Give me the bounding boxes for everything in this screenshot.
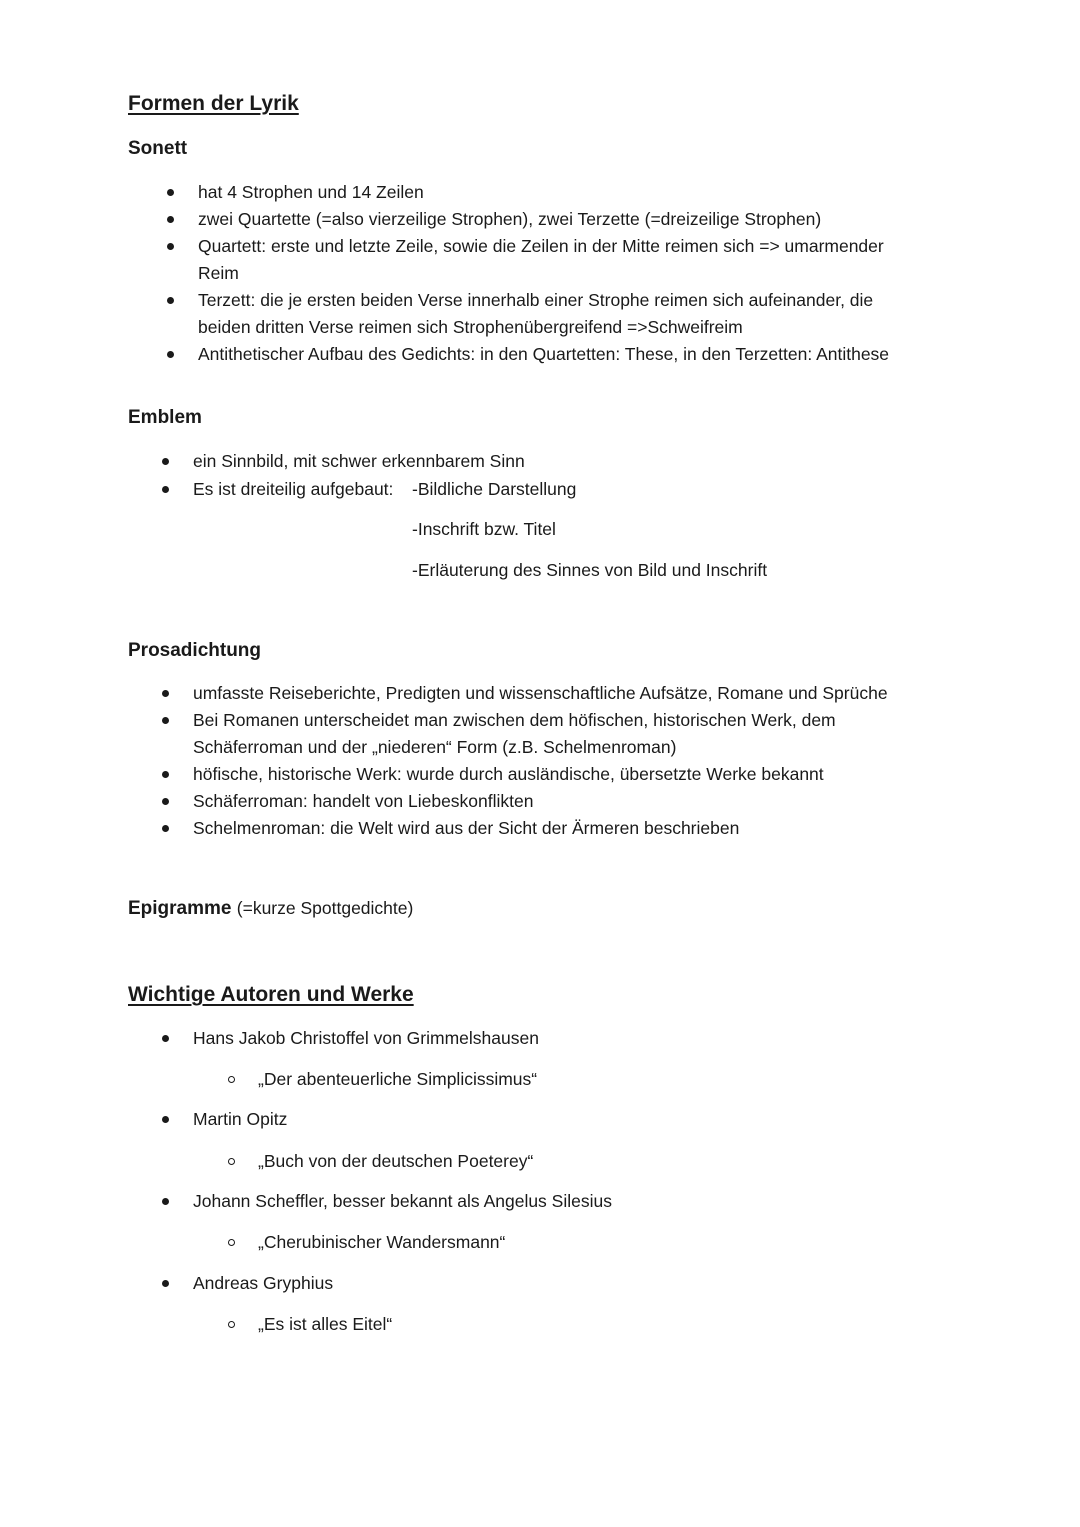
- list-item: Schelmenroman: die Welt wird aus der Sicht der Ärmeren beschrieben: [193, 818, 740, 838]
- section-heading-autoren: Wichtige Autoren und Werke: [128, 983, 414, 1006]
- list-item-continuation: beiden dritten Verse reimen sich Strophenübergreifend =>Schweifreim: [198, 317, 743, 337]
- list-item: ein Sinnbild, mit schwer erkennbarem Sinn: [193, 451, 525, 471]
- section-heading-emblem: Emblem: [128, 407, 202, 428]
- circle-bullet-icon: [228, 1321, 235, 1328]
- list-item-continuation: Reim: [198, 263, 239, 283]
- list-item: Quartett: erste und letzte Zeile, sowie die Zeilen in der Mitte reimen sich => umarmender: [198, 236, 884, 256]
- list-item-continuation: Schäferroman und der „niederen“ Form (z.B. Schelmenroman): [193, 737, 677, 757]
- page-title: Formen der Lyrik: [128, 92, 299, 115]
- epigramme-title: Epigramme: [128, 898, 232, 919]
- bullet-icon: [162, 1280, 169, 1287]
- bullet-icon: [167, 243, 174, 250]
- section-heading-sonett: Sonett: [128, 138, 188, 159]
- author-name: Hans Jakob Christoffel von Grimmelshausen: [193, 1028, 539, 1048]
- author-work: „Es ist alles Eitel“: [258, 1314, 393, 1334]
- author-work: „Der abenteuerliche Simplicissimus“: [258, 1069, 538, 1089]
- bullet-icon: [167, 351, 174, 358]
- list-item: hat 4 Strophen und 14 Zeilen: [198, 182, 424, 202]
- list-item: Terzett: die je ersten beiden Verse innerhalb einer Strophe reimen sich aufeinander, die: [198, 290, 874, 310]
- bullet-icon: [167, 297, 174, 304]
- list-item: Es ist dreiteilig aufgebaut:: [193, 479, 394, 499]
- author-work: „Cherubinischer Wandersmann“: [258, 1232, 506, 1252]
- emblem-part: -Inschrift bzw. Titel: [412, 519, 556, 539]
- list-item: höfische, historische Werk: wurde durch ausländische, übersetzte Werke bekannt: [193, 764, 824, 784]
- bullet-icon: [162, 1198, 169, 1205]
- bullet-icon: [162, 717, 169, 724]
- section-heading-epigramme: [128, 898, 413, 920]
- author-name: Johann Scheffler, besser bekannt als Angelus Silesius: [193, 1191, 612, 1211]
- list-item: Schäferroman: handelt von Liebeskonflikten: [193, 791, 534, 811]
- circle-bullet-icon: [228, 1239, 235, 1246]
- list-item: zwei Quartette (=also vierzeilige Strophen), zwei Terzette (=dreizeilige Strophen): [198, 209, 822, 229]
- bullet-icon: [167, 216, 174, 223]
- circle-bullet-icon: [228, 1158, 235, 1165]
- bullet-icon: [162, 1035, 169, 1042]
- bullet-icon: [162, 825, 169, 832]
- emblem-part: -Erläuterung des Sinnes von Bild und Inschrift: [412, 560, 768, 580]
- bullet-icon: [167, 189, 174, 196]
- emblem-part: -Bildliche Darstellung: [412, 479, 577, 499]
- list-item: Antithetischer Aufbau des Gedichts: in den Quartetten: These, in den Terzetten: Antithese: [198, 344, 890, 364]
- bullet-icon: [162, 771, 169, 778]
- bullet-icon: [162, 458, 169, 465]
- list-item: umfasste Reiseberichte, Predigten und wissenschaftliche Aufsätze, Romane und Sprüche: [193, 683, 888, 703]
- circle-bullet-icon: [228, 1076, 235, 1083]
- epigramme-note: (=kurze Spottgedichte): [236, 898, 414, 918]
- bullet-icon: [162, 1116, 169, 1123]
- author-name: Martin Opitz: [193, 1109, 288, 1129]
- bullet-icon: [162, 486, 169, 493]
- list-item: Bei Romanen unterscheidet man zwischen dem höfischen, historischen Werk, dem: [193, 710, 836, 730]
- section-heading-prosadichtung: Prosadichtung: [128, 640, 262, 661]
- author-name: Andreas Gryphius: [193, 1273, 334, 1293]
- bullet-icon: [162, 798, 169, 805]
- bullet-icon: [162, 690, 169, 697]
- author-work: „Buch von der deutschen Poeterey“: [258, 1151, 534, 1171]
